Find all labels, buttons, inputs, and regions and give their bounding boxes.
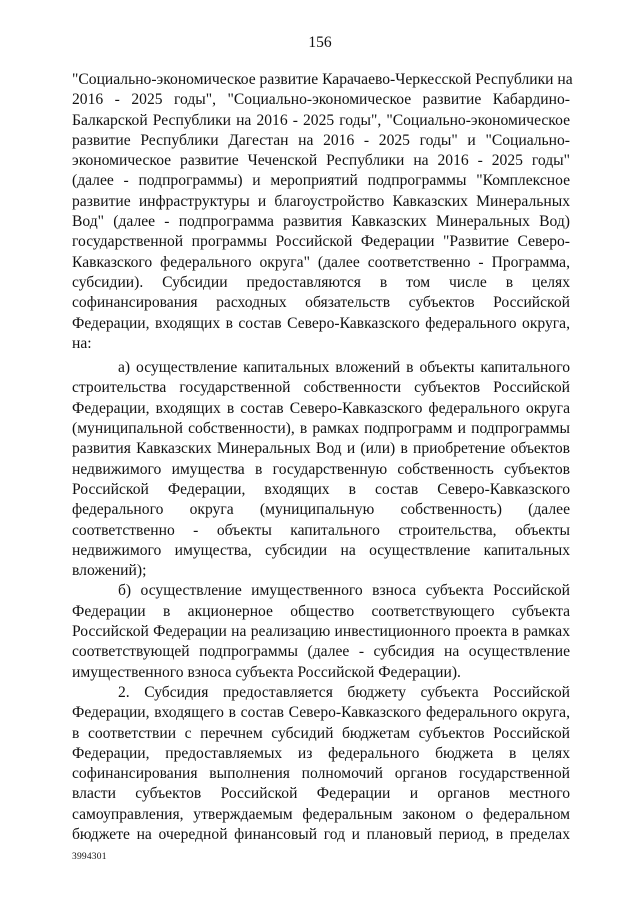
text-line: экономическое развитие Чеченской Республики на 2016 - 2025 годы" [72, 152, 570, 170]
text-line: государственной программы Российской Федерации "Развитие Северо- [72, 233, 570, 251]
text-line: Федерации в акционерное общество соответствующего субъекта [72, 602, 570, 620]
text-line: самоуправления, утверждаемым федеральным законом о федеральном [72, 805, 570, 823]
text-line: б) осуществление имущественного взноса субъекта Российской [118, 582, 570, 600]
text-line: Вод" (далее - подпрограмма развития Кавказских Минеральных Вод) [72, 213, 570, 231]
text-line: Федерации, входящих в состав Северо-Кавказского федерального округа [72, 399, 570, 417]
text-line: бюджете на очередной финансовый год и плановый период, в пределах [72, 825, 570, 843]
text-line: строительства государственной собственности субъектов Российской [72, 379, 570, 397]
text-line: Федерации, входящего в состав Северо-Кавказского федерального округа, [72, 704, 570, 722]
paragraph-item-b-property-contribution [72, 581, 570, 682]
text-line: недвижимого имущества, субсидии на осуществление капитальных [72, 541, 570, 559]
text-line: 2016 - 2025 годы", "Социально-экономическое развитие Кабардино- [72, 91, 570, 109]
text-line: развитие инфраструктуры и благоустройство Кавказских Минеральных [72, 192, 570, 210]
text-line: развития Кавказских Минеральных Вод и (или) в приобретение объектов [72, 440, 570, 458]
text-line: имущественного взноса субъекта Российской Федерации). [72, 663, 461, 681]
document-footer-code: 3994301 [72, 852, 107, 862]
text-line: Федерации, предоставляемых из федерального бюджета в целях [72, 744, 570, 762]
text-line: на: [72, 334, 92, 352]
text-line: софинансирования выполнения полномочий органов государственной [72, 765, 570, 783]
paragraph-subsidy-purpose-continuation [72, 70, 573, 354]
text-line: Российской Федерации на реализацию инвестиционного проекта в рамках [72, 623, 570, 641]
text-line: федерального округа (муниципальную собственность) (далее [72, 501, 570, 519]
paragraph-item-a-capital-investments [72, 358, 570, 581]
text-line: субсидии). Субсидии предоставляются в том числе в целях [72, 273, 570, 291]
text-line: недвижимого имущества в государственную собственность субъектов [72, 460, 570, 478]
text-line: развитие Республики Дагестан на 2016 - 2025 годы" и "Социально- [72, 131, 570, 149]
text-line: Федерации, входящих в состав Северо-Кавказского федерального округа, [72, 314, 570, 332]
text-line: "Социально-экономическое развитие Карачаево-Черкесской Республики на [72, 71, 573, 88]
text-line: (муниципальной собственности), в рамках подпрограмм и подпрограммы [72, 420, 570, 438]
text-line: в соответствии с перечнем субсидий бюджетам субъектов Российской [72, 724, 570, 742]
text-line: софинансирования расходных обязательств субъектов Российской [72, 294, 570, 312]
page-number: 156 [308, 34, 332, 51]
text-line: Балкарской Республики на 2016 - 2025 годы", "Социально-экономическое [72, 111, 570, 129]
text-line: власти субъектов Российской Федерации и органов местного [72, 785, 570, 803]
text-line: Российской Федерации, входящих в состав Северо-Кавказского [72, 480, 570, 498]
text-line: (далее - подпрограммы) и мероприятий подпрограммы "Комплексное [72, 172, 570, 190]
text-line: соответственно - объекты капитального строительства, объекты [72, 521, 570, 539]
text-line: 2. Субсидия предоставляется бюджету субъекта Российской [118, 683, 570, 701]
paragraph-clause-2-subsidy-provision [72, 683, 570, 845]
text-line: вложений); [72, 562, 147, 580]
text-line: а) осуществление капитальных вложений в объекты капитального [118, 359, 570, 377]
document-body [72, 70, 573, 845]
text-line: соответствующей подпрограммы (далее - субсидия на осуществление [72, 643, 570, 661]
text-line: Кавказского федерального округа" (далее соответственно - Программа, [72, 253, 570, 271]
